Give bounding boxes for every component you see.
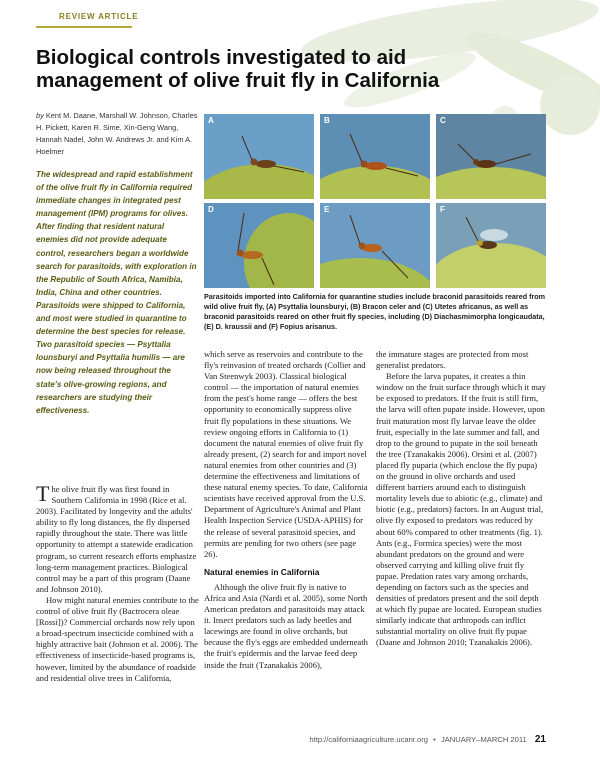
body-column-2 [204, 349, 368, 671]
author-names: Kent M. Daane, Marshall W. Johnson, Charles H. Pickett, Karen R. Sime, Xin-Geng Wang, Hannah Nadel, John W. Andrews Jr. and Kim A. Hoelmer [36, 111, 198, 156]
panel-label: E [324, 205, 330, 214]
abstract: The widespread and rapid establishment of the olive fruit fly in California required immediate changes in integrated pest management (IPM) programs for olives. After finding that resident natural enemies did not provide adequate control, researchers began a worldwide search for parasitoids, with exploration in the Republic of South Africa, Namibia, India, China and other countries. Parasitoids were shipped to California, and most were studied in quarantine to determine the best species for release. Two parasitoid species — Psyttalia lounsburyi and Psyttalia humilis — are now being released throughout the state's olive-growing regions, and researchers are studying their effectiveness. [36, 170, 197, 415]
section-label: REVIEW ARTICLE [59, 12, 139, 21]
issue-date: JANUARY–MARCH 2011 [440, 735, 527, 744]
wasp-on-fruit-image [436, 114, 546, 199]
paragraph: which serve as reservoirs and contribute to the fly's reinvasion of treated orchards (Collier and Van Steenwyk 2003). Classical biological control — the importation of natural enemies from the pest's home range — offers the best opportunity to economically suppress olive fruit fly populations in these situations. We review ongoing efforts in California to (1) document the natural enemies of olive fruit fly already present, (2) search for and import novel natural enemies from other countries and (3) determine the effectiveness and limitations of these natural enemy species. To date, California scientists have received approval from the U.S. Department of Agriculture's Animal and Plant Health Inspection Service (USDA-APHIS) for the release of several parasitoid species, and permits are pending for two others (see page 26). [204, 349, 368, 559]
footer-separator: • [433, 735, 436, 744]
article-title: Biological controls investigated to aid management of olive fruit fly in California [36, 46, 440, 92]
figure-photo-grid [204, 114, 546, 288]
section-heading: Natural enemies in California [204, 566, 320, 577]
paragraph: the immature stages are protected from most generalist predators. [376, 349, 529, 371]
panel-label: A [208, 116, 214, 125]
drop-cap: T [36, 481, 50, 506]
page-footer [304, 734, 546, 745]
page-number: 21 [534, 734, 546, 745]
panel-label: F [440, 205, 445, 214]
wasp-on-fruit-image [320, 114, 430, 199]
paragraph: he olive fruit fly was first found in Southern California in 1998 (Rice et al. 2003). Facilitated by longevity and the adults' ability to fly long distances, the fly dispersed rapidly throughout the state. There was little opportunity to attempt a statewide eradication program, so current research efforts emphasize long-term management practices. Biological control may be a part of this program (Daane and Johnson 2010). [36, 484, 197, 594]
author-byline [36, 110, 198, 158]
figure-caption: Parasitoids imported into California for quarantine studies include braconid parasitoids reared from wild olive fruit fly, (A) Psyttalia lounsburyi, (B) Bracon celer and (C) Utetes africanus, as well as braconid parasitoids reared on other fruit fly species, including (D) Diachasmimorpha longicaudata, (E) D. kraussii and (F) Fopius arisanus. [204, 292, 546, 331]
photo-panel-b [320, 114, 430, 199]
section-rule [36, 26, 132, 28]
wasp-on-fruit-image [320, 203, 430, 288]
paragraph: Before the larva pupates, it creates a thin window on the fruit surface through which it may be exposed to predators. If the fruit is still firm, the larva will often pupate inside. However, upon fruit maturation most fly larvae leave the older fruit, especially in the late summer and fall, and drop to the ground to pupate in the soil beneath the tree (Tzanakakis 2006). Orsini et al. (2007) placed fly puparia (which enclose the fly pupa) on the ground in olive orchards and used different barriers around each to distinguish mortality levels due to abiotic (e.g., climate) and biotic (e.g., predators) factors. In an August trial, olive fly exposed to predators was reduced by about 60% compared to other treatments (fig. 1). Ants (e.g., Formica species) were the most abundant predators on the ground and were observed carrying and killing olive fruit fly pupae. Predation rates vary among orchards, depending on factors such as the species and densities of predators present and the soil depth at which fly pupae are located. European studies similarly indicate that arthropods can inflict substantial mortality on olive fruit fly pupae (Daane and Johnson 2010; Tzanakakis 2006). [376, 371, 546, 648]
wasp-on-fruit-image [204, 114, 314, 199]
paragraph: Although the olive fruit fly is native to Africa and Asia (Nardi et al. 2005), some North American predators and parasitoids may attack it. Insect predators such as lady beetles and lacewings are found in olive orchards, but because the fly's eggs are embedded underneath the fruit's epidermis and the larvae feed deep inside the fruit (Tzanakakis 2006), [204, 581, 368, 670]
panel-label: B [324, 116, 330, 125]
byline-prefix: by [36, 111, 44, 120]
photo-panel-c [436, 114, 546, 199]
photo-panel-d [204, 203, 314, 288]
photo-panel-a [204, 114, 314, 199]
body-column-3 [376, 349, 546, 649]
journal-url[interactable]: http://californiaagriculture.ucanr.org [309, 735, 429, 744]
body-column-1 [36, 481, 200, 684]
photo-panel-f [436, 203, 546, 288]
wasp-on-fruit-image [204, 203, 314, 288]
panel-label: C [440, 116, 446, 125]
panel-label: D [208, 205, 214, 214]
wasp-on-fruit-image [436, 203, 546, 288]
paragraph: How might natural enemies contribute to the control of olive fruit fly (Bactrocera oleae [Rossi])? Commercial orchards now rely upon a broad-spectrum insecticide combined with a highly attractive bait (Johnson et al. 2006). The effectiveness of insecticide-based programs is, however, limited by the abundance of roadside and residential olive trees in California, [36, 594, 199, 683]
photo-panel-e [320, 203, 430, 288]
